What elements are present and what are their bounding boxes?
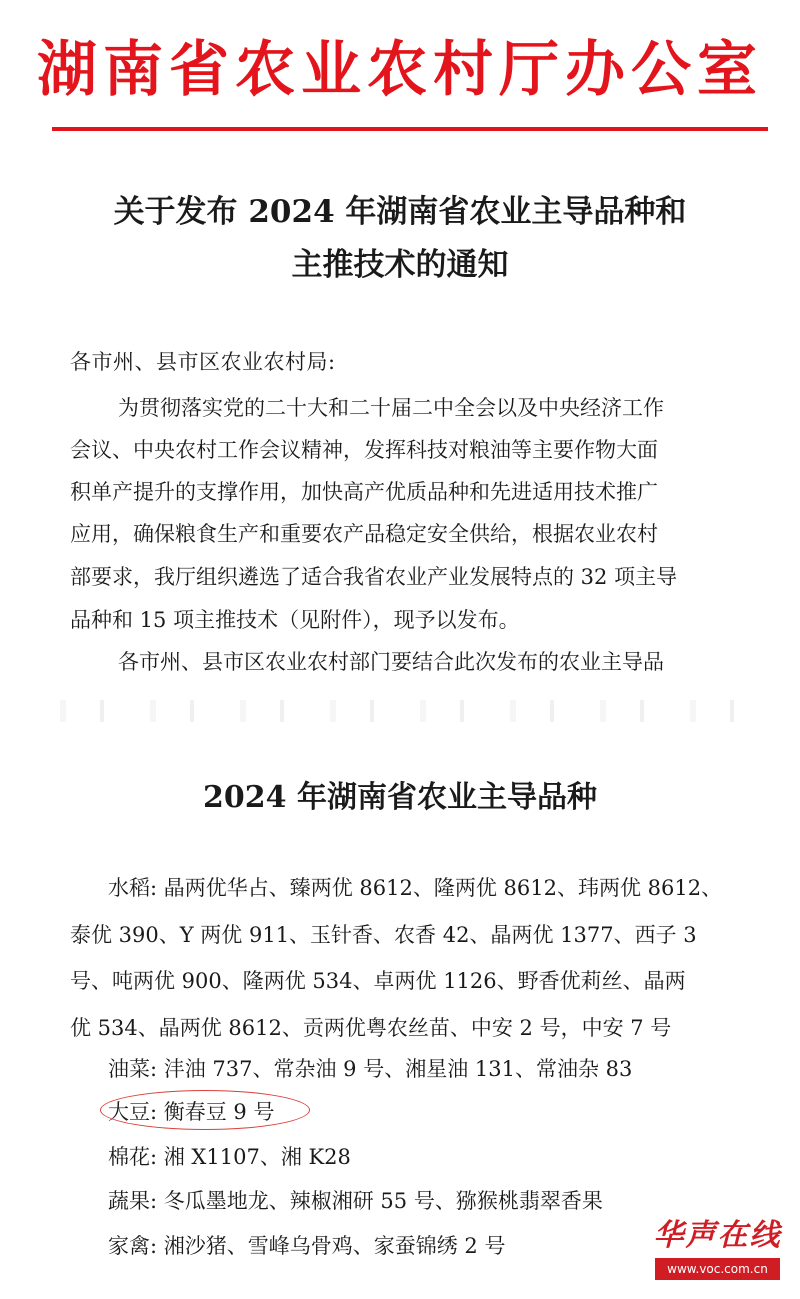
cotton-line: 棉花: 湘 X1107、湘 K28 bbox=[108, 1145, 351, 1169]
soybean-highlight-oval bbox=[100, 1090, 310, 1130]
body-line-3: 积单产提升的支撑作用，加快高产优质品种和先进适用技术推广 bbox=[70, 480, 658, 504]
header-red-rule bbox=[52, 127, 768, 131]
rice-line-3: 号、吨两优 900、隆两优 534、卓两优 1126、野香优莉丝、晶两 bbox=[70, 969, 686, 993]
watermark-url: www.voc.com.cn bbox=[655, 1258, 780, 1280]
body-line-1: 为贯彻落实党的二十大和二十届二中全会以及中央经济工作 bbox=[118, 396, 664, 420]
office-header-title: 湖南省农业农村厅办公室 bbox=[37, 35, 763, 105]
cut-off-text-strip bbox=[60, 700, 760, 722]
rice-line-4: 优 534、晶两优 8612、贡两优粤农丝苗、中安 2 号，中安 7 号 bbox=[70, 1016, 672, 1040]
notice-title-line1: 关于发布 2024 年湖南省农业主导品种和 bbox=[113, 194, 687, 230]
poultry-line: 家禽: 湘沙猪、雪峰乌骨鸡、家蚕锦绣 2 号 bbox=[108, 1234, 506, 1258]
notice-title-line2: 主推技术的通知 bbox=[291, 247, 509, 283]
rapeseed-line: 油菜: 沣油 737、常杂油 9 号、湘星油 131、常油杂 83 bbox=[108, 1057, 633, 1081]
body-line-4: 应用，确保粮食生产和重要农产品稳定安全供给，根据农业农村 bbox=[70, 522, 658, 546]
soybean-line: 大豆: 衡春豆 9 号 bbox=[108, 1100, 275, 1124]
watermark-logo-text: 华声在线 bbox=[653, 1218, 782, 1253]
salutation: 各市州、县市区农业农村局: bbox=[70, 350, 336, 374]
fruit-veg-line: 蔬果: 冬瓜墨地龙、辣椒湘研 55 号、猕猴桃翡翠香果 bbox=[108, 1189, 603, 1213]
varieties-title: 2024 年湖南省农业主导品种 bbox=[203, 780, 597, 815]
body-line-6: 品种和 15 项主推技术（见附件），现予以发布。 bbox=[70, 608, 520, 632]
body-line-5: 部要求，我厅组织遴选了适合我省农业产业发展特点的 32 项主导 bbox=[70, 565, 678, 589]
body-line-2: 会议、中央农村工作会议精神，发挥科技对粮油等主要作物大面 bbox=[70, 438, 658, 462]
rice-line-2: 泰优 390、Y 两优 911、玉针香、农香 42、晶两优 1377、西子 3 bbox=[70, 923, 697, 947]
body-line-7: 各市州、县市区农业农村部门要结合此次发布的农业主导品 bbox=[118, 650, 664, 674]
rice-line-1: 水稻: 晶两优华占、臻两优 8612、隆两优 8612、玮两优 8612、 bbox=[108, 876, 723, 900]
voc-watermark-logo bbox=[645, 1210, 790, 1290]
